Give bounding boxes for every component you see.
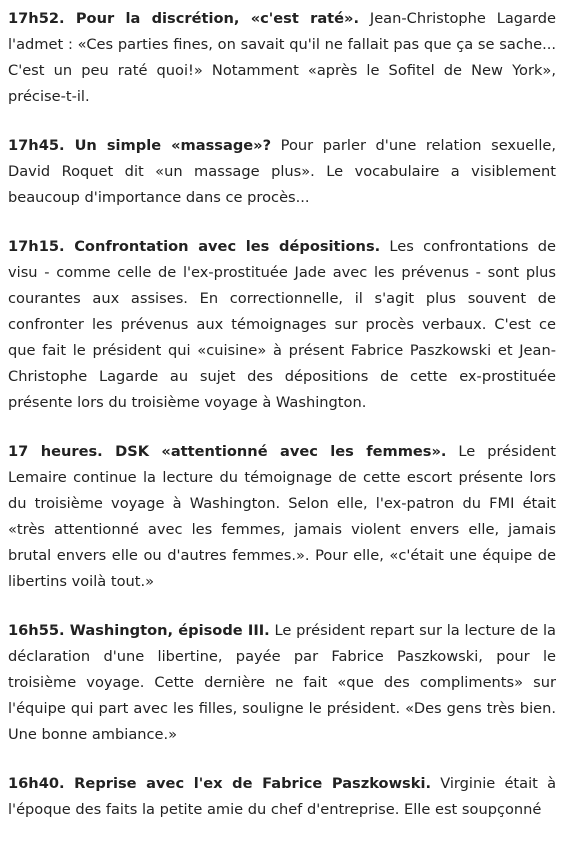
entry-heading: 17h15. Confrontation avec les dépositions. xyxy=(8,238,381,255)
entry-heading: 17h52. Pour la discrétion, «c'est raté». xyxy=(8,10,360,27)
entry-body: Pour parler d'une relation sexuelle, David Roquet dit «un massage plus». Le vocabulaire a visiblement beaucoup d'importance dans ce procès... xyxy=(8,137,557,206)
entry-body: Jean-Christophe Lagarde l'admet : «Ces parties fines, on savait qu'il ne fallait pas que ça se sache... C'est un peu raté quoi!» Notamment «après le Sofitel de New York», précise-t-il. xyxy=(8,10,556,105)
entry-heading: 16h40. Reprise avec l'ex de Fabrice Paszkowski. xyxy=(8,775,431,792)
entry-body: Le président repart sur la lecture de la déclaration d'une libertine, payée par Fabrice Paszkowski, pour le troisième voyage. Cette dernière ne fait «que des compliments» sur l'équipe qui part avec les filles, souligne le président. «Des gens très bien. Une bonne ambiance.» xyxy=(8,622,556,743)
entry-heading: 16h55. Washington, épisode III. xyxy=(8,622,270,639)
entry-body: Les confrontations de visu - comme celle de l'ex-prostituée Jade avec les prévenus - sont plus courantes aux assises. En correctionnelle, il s'agit plus souvent de confronter les prévenus aux témoignages sur procès verbaux. C'est ce que fait le président qui «cuisine» à présent Fabrice Paszkowski et Jean-Christophe Lagarde au sujet des dépositions de cette ex-prostituée présente lors du troisième voyage à Washington. xyxy=(8,238,556,411)
entry-body: Le président Lemaire continue la lecture du témoignage de cette escort présente lors du troisième voyage à Washington. Selon elle, l'ex-patron du FMI était «très attentionné avec les femmes, jamais violent envers elle, jamais brutal envers elle ou d'autres femmes.». Pour elle, «c'était une équipe de libertins voilà tout.» xyxy=(8,443,557,590)
live-feed xyxy=(8,6,556,846)
live-entry xyxy=(8,6,556,110)
live-entry xyxy=(8,133,556,211)
live-entry xyxy=(8,771,556,823)
entry-heading: 17h45. Un simple «massage»? xyxy=(8,137,272,154)
entry-heading: 17 heures. DSK «attentionné avec les femmes». xyxy=(8,443,447,460)
live-entry xyxy=(8,618,556,748)
live-entry xyxy=(8,439,556,595)
live-entry xyxy=(8,234,556,416)
entry-body: Virginie était à l'époque des faits la petite amie du chef d'entreprise. Elle est soupçonné xyxy=(8,775,557,818)
